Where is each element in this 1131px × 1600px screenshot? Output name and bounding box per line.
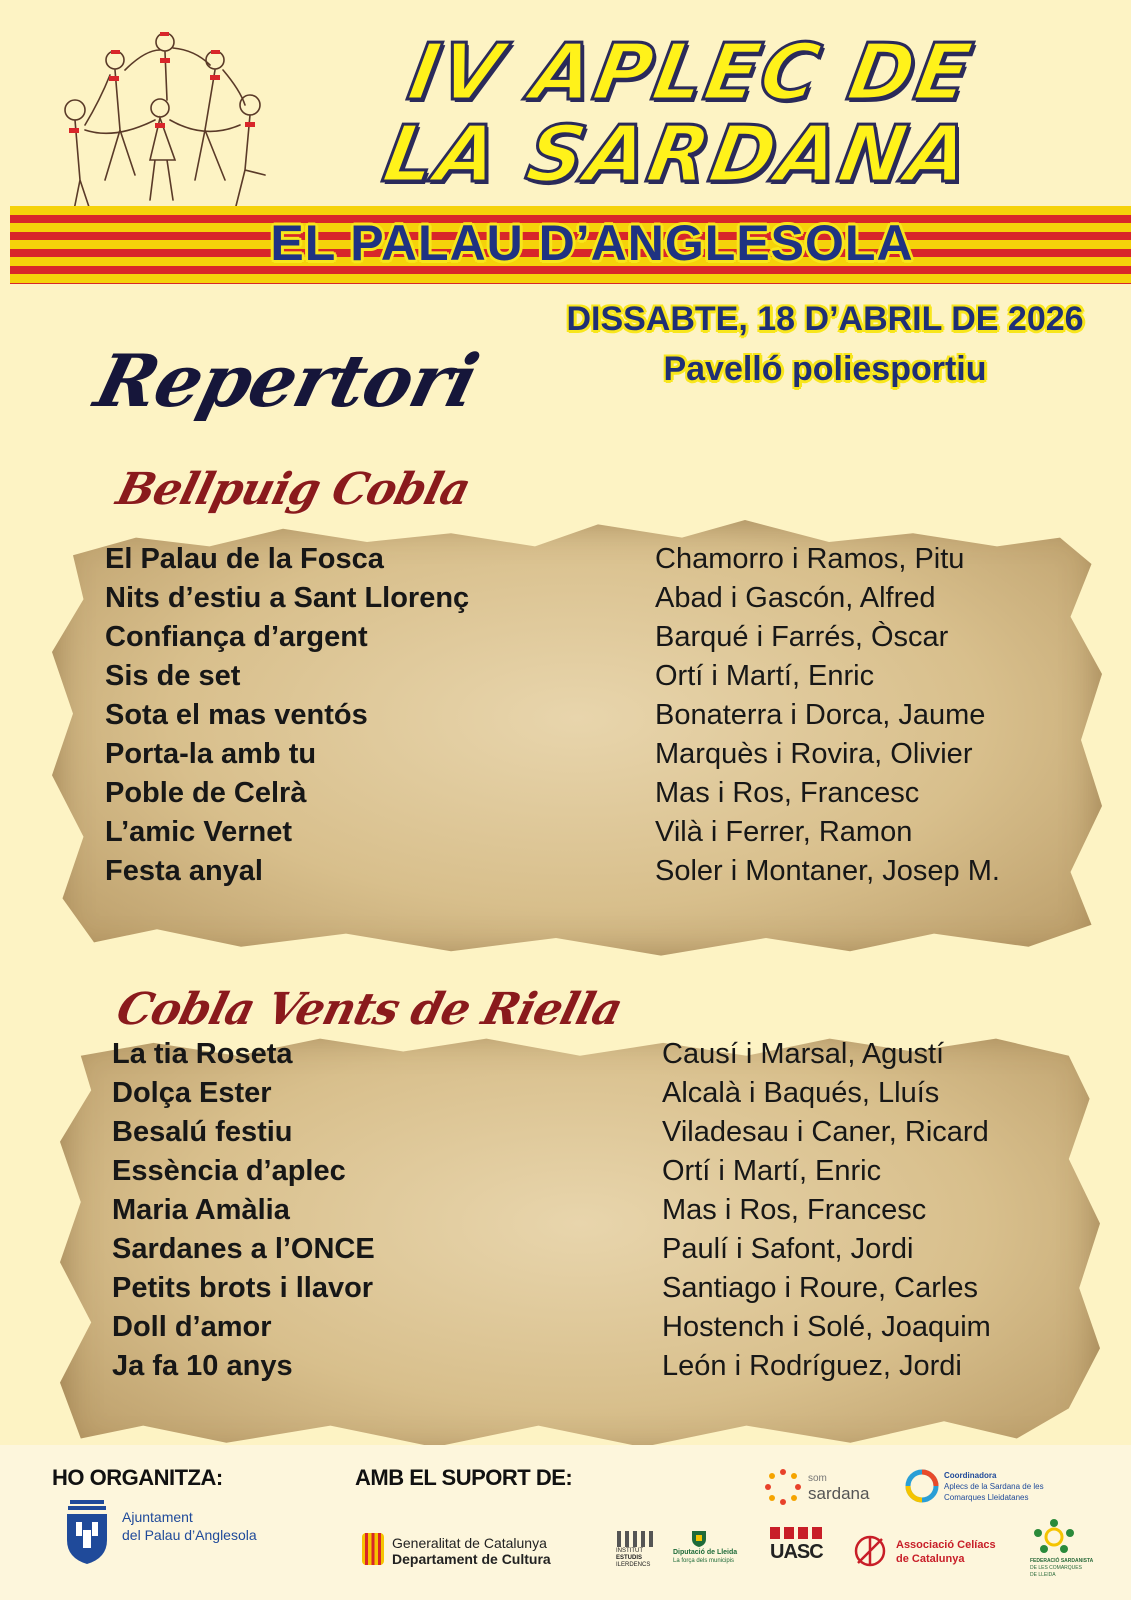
town-banner xyxy=(262,214,922,276)
band-1-repertoire xyxy=(105,543,1105,903)
piece-composer: Barqué i Farrés, Òscar xyxy=(655,621,949,653)
piece-title: Dolça Ester xyxy=(112,1077,272,1109)
piece-composer: León i Rodríguez, Jordi xyxy=(662,1350,962,1382)
piece-composer: Ortí i Martí, Enric xyxy=(662,1155,882,1187)
title-line-1: IV APLEC DE xyxy=(402,28,980,118)
piece-composer: Mas i Ros, Francesc xyxy=(662,1194,927,1226)
piece-composer: Viladesau i Caner, Ricard xyxy=(662,1116,989,1148)
celiacs-line1: Associació Celíacs xyxy=(896,1539,996,1551)
federacio-line3: DE LLEIDA xyxy=(1030,1572,1056,1578)
coordinadora-rings-icon xyxy=(905,1469,939,1503)
somsardana-circle-icon xyxy=(765,1469,801,1505)
ajuntament-crest-icon xyxy=(62,1500,112,1566)
piece-title: Petits brots i llavor xyxy=(112,1272,374,1304)
coordinadora-line3: Comarques Lleidatanes xyxy=(944,1493,1029,1502)
piece-composer: Marquès i Rovira, Olivier xyxy=(655,738,973,770)
piece-title: Poble de Celrà xyxy=(105,777,307,809)
piece-composer: Alcalà i Baqués, Lluís xyxy=(662,1077,940,1109)
piece-title: Essència d’aplec xyxy=(112,1155,346,1187)
piece-title: Porta-la amb tu xyxy=(105,738,317,770)
organizer-label: HO ORGANITZA: xyxy=(52,1465,223,1490)
piece-composer: Hostench i Solé, Joaquim xyxy=(662,1311,991,1343)
ajuntament-line1: Ajuntament xyxy=(122,1509,193,1525)
piece-title: Sis de set xyxy=(105,660,241,692)
town-name: EL PALAU D’ANGLESOLA xyxy=(270,215,914,271)
dancers-illustration xyxy=(55,30,280,230)
piece-composer: Ortí i Martí, Enric xyxy=(655,660,875,692)
piece-title: Ja fa 10 anys xyxy=(112,1350,293,1382)
piece-title: L’amic Vernet xyxy=(105,816,292,848)
uasc-name: UASC xyxy=(770,1541,823,1563)
uasc-blocks-icon xyxy=(770,1527,822,1539)
piece-title: Sardanes a l’ONCE xyxy=(112,1233,375,1265)
iei-columns-icon xyxy=(615,1531,657,1547)
piece-title: La tia Roseta xyxy=(112,1038,293,1070)
band-1-title: Bellpuig Cobla xyxy=(111,464,475,515)
generalitat-line1: Generalitat de Catalunya xyxy=(392,1535,547,1551)
title-line-2: LA SARDANA xyxy=(377,110,978,200)
support-label: AMB EL SUPORT DE: xyxy=(355,1465,573,1490)
somsardana-line2: sardana xyxy=(808,1484,870,1503)
piece-title: Nits d’estiu a Sant Llorenç xyxy=(105,582,470,614)
diputacio-line2: La força dels municipis xyxy=(673,1558,735,1564)
celiacs-wheat-icon xyxy=(850,1531,890,1571)
piece-title: Besalú festiu xyxy=(112,1116,293,1148)
somsardana-line1: som xyxy=(808,1473,827,1484)
piece-composer: Causí i Marsal, Agustí xyxy=(662,1038,945,1070)
repertori-heading: Repertori xyxy=(87,338,486,423)
coordinadora-line1: Coordinadora xyxy=(944,1471,997,1480)
piece-composer: Abad i Gascón, Alfred xyxy=(655,582,936,614)
event-date: DISSABTE, 18 D’ABRIL DE 2026 xyxy=(566,300,1084,338)
event-venue: Pavelló poliesportiu xyxy=(663,350,987,388)
piece-title: Sota el mas ventós xyxy=(105,699,368,731)
ajuntament-line2: del Palau d’Anglesola xyxy=(122,1527,257,1543)
federacio-line2: DE LES COMARQUES xyxy=(1030,1565,1082,1571)
generalitat-senyera-icon xyxy=(362,1533,384,1565)
federacio-dancers-icon xyxy=(1030,1517,1078,1557)
piece-title: Doll d’amor xyxy=(112,1311,272,1343)
piece-title: Festa anyal xyxy=(105,855,263,887)
diputacio-crest-icon xyxy=(690,1529,708,1547)
federacio-line1: FEDERACIÓ SARDANISTA xyxy=(1030,1558,1094,1564)
piece-composer: Mas i Ros, Francesc xyxy=(655,777,920,809)
piece-composer: Soler i Montaner, Josep M. xyxy=(655,855,1000,887)
iei-line1: INSTITUT xyxy=(616,1548,643,1554)
band-2-title: Cobla Vents de Riella xyxy=(111,984,627,1035)
diputacio-line1: Diputació de Lleida xyxy=(673,1549,738,1556)
iei-line3: ILERDENCS xyxy=(616,1562,651,1568)
piece-title: El Palau de la Fosca xyxy=(105,543,384,575)
sponsors-footer xyxy=(0,1445,1131,1600)
piece-title: Maria Amàlia xyxy=(112,1194,290,1226)
band-2-repertoire xyxy=(112,1038,1112,1398)
piece-composer: Chamorro i Ramos, Pitu xyxy=(655,543,965,575)
iei-line2: ESTUDIS xyxy=(616,1555,643,1561)
piece-composer: Santiago i Roure, Carles xyxy=(662,1272,978,1304)
generalitat-line2: Departament de Cultura xyxy=(392,1551,551,1567)
celiacs-line2: de Catalunya xyxy=(896,1553,965,1565)
piece-composer: Paulí i Safont, Jordi xyxy=(662,1233,914,1265)
piece-composer: Vilà i Ferrer, Ramon xyxy=(655,816,913,848)
coordinadora-line2: Aplecs de la Sardana de les xyxy=(944,1482,1044,1491)
piece-composer: Bonaterra i Dorca, Jaume xyxy=(655,699,986,731)
piece-title: Confiança d’argent xyxy=(105,621,368,653)
